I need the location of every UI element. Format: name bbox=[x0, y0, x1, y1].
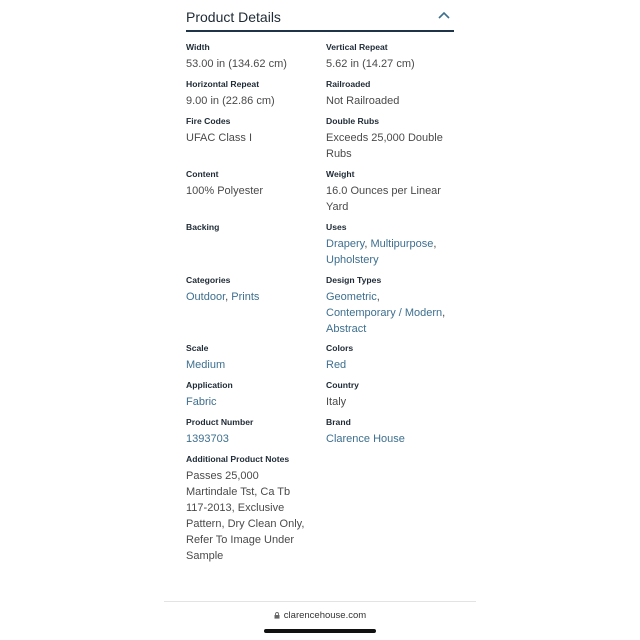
field-label: Colors bbox=[326, 343, 354, 353]
field-content bbox=[186, 168, 263, 199]
link-multipurpose[interactable]: Multipurpose bbox=[370, 238, 434, 250]
field-label: Content bbox=[186, 169, 219, 179]
field-value: Geometric, Contemporary / Modern, Abstract bbox=[326, 291, 446, 335]
url-bar[interactable] bbox=[164, 610, 476, 621]
page-title: Product Details bbox=[186, 9, 281, 25]
link-fabric[interactable]: Fabric bbox=[186, 396, 217, 408]
field-value: Outdoor, Prints bbox=[186, 291, 260, 303]
field-value bbox=[326, 130, 443, 162]
field-label: Country bbox=[326, 380, 359, 390]
field-label: Brand bbox=[326, 417, 351, 427]
field-scale bbox=[186, 342, 225, 373]
field-application bbox=[186, 379, 233, 410]
field-additional-notes bbox=[186, 453, 304, 564]
note-line: Pattern, Dry Clean Only, bbox=[186, 518, 305, 530]
value-line: Rubs bbox=[326, 148, 352, 160]
field-label: Uses bbox=[326, 222, 347, 232]
link-prints[interactable]: Prints bbox=[231, 291, 260, 303]
link-clarence-house[interactable]: Clarence House bbox=[326, 433, 405, 445]
field-colors bbox=[326, 342, 353, 373]
chevron-up-icon[interactable] bbox=[438, 11, 450, 19]
field-value: Drapery, Multipurpose, Upholstery bbox=[326, 238, 437, 266]
field-value bbox=[326, 357, 353, 373]
field-product-number bbox=[186, 416, 253, 447]
field-value bbox=[186, 431, 253, 447]
field-double-rubs bbox=[326, 115, 443, 162]
field-value bbox=[326, 431, 405, 447]
field-value bbox=[186, 468, 304, 564]
value-line: Yard bbox=[326, 201, 349, 213]
field-label: Application bbox=[186, 380, 233, 390]
field-country bbox=[326, 379, 359, 410]
lock-icon bbox=[274, 612, 280, 619]
field-value: 53.00 in (134.62 cm) bbox=[186, 58, 287, 70]
field-value: UFAC Class I bbox=[186, 132, 253, 144]
note-line: 117-2013, Exclusive bbox=[186, 502, 285, 514]
field-value: 5.62 in (14.27 cm) bbox=[326, 58, 415, 70]
value-line: 16.0 Ounces per Linear bbox=[326, 185, 441, 197]
link-drapery[interactable]: Drapery bbox=[326, 238, 365, 250]
field-label: Categories bbox=[186, 275, 231, 285]
field-label: Railroaded bbox=[326, 79, 371, 89]
home-indicator[interactable] bbox=[264, 629, 376, 633]
link-geometric[interactable]: Geometric bbox=[326, 291, 377, 303]
note-line: Sample bbox=[186, 550, 224, 562]
field-value bbox=[326, 183, 441, 215]
value-line: Exceeds 25,000 Double bbox=[326, 132, 443, 144]
link-upholstery[interactable]: Upholstery bbox=[326, 254, 379, 266]
note-line: Martindale Tst, Ca Tb bbox=[186, 486, 291, 498]
field-uses bbox=[326, 221, 436, 268]
footer-divider bbox=[164, 601, 476, 602]
field-label: Scale bbox=[186, 343, 209, 353]
field-categories bbox=[186, 274, 259, 305]
link-outdoor[interactable]: Outdoor bbox=[186, 291, 226, 303]
field-design-types bbox=[326, 274, 445, 337]
field-brand bbox=[326, 416, 405, 447]
field-label: Backing bbox=[186, 222, 220, 232]
link-red[interactable]: Red bbox=[326, 359, 347, 371]
field-backing bbox=[186, 221, 219, 233]
field-value: 100% Polyester bbox=[186, 185, 264, 197]
product-details-header[interactable] bbox=[186, 0, 454, 32]
field-width bbox=[186, 41, 287, 72]
link-abstract[interactable]: Abstract bbox=[326, 323, 367, 335]
field-label: Double Rubs bbox=[326, 116, 379, 126]
link-medium[interactable]: Medium bbox=[186, 359, 226, 371]
field-vertical-repeat bbox=[326, 41, 415, 72]
field-label: Weight bbox=[326, 169, 355, 179]
field-value: Not Railroaded bbox=[326, 95, 400, 107]
note-line: Passes 25,000 bbox=[186, 470, 259, 482]
field-weight bbox=[326, 168, 441, 215]
link-product-number[interactable]: 1393703 bbox=[186, 433, 229, 445]
field-value: Italy bbox=[326, 396, 347, 408]
field-label: Horizontal Repeat bbox=[186, 79, 260, 89]
field-label: Product Number bbox=[186, 417, 254, 427]
note-line: Refer To Image Under bbox=[186, 534, 295, 546]
field-horizontal-repeat bbox=[186, 78, 275, 109]
field-value bbox=[186, 357, 225, 373]
field-fire-codes bbox=[186, 115, 252, 146]
field-label: Vertical Repeat bbox=[326, 42, 388, 52]
domain-label: clarencehouse.com bbox=[283, 610, 367, 621]
link-contemporary-modern[interactable]: Contemporary / Modern bbox=[326, 307, 443, 319]
field-railroaded bbox=[326, 78, 399, 109]
field-label: Additional Product Notes bbox=[186, 454, 290, 464]
field-label: Design Types bbox=[326, 275, 382, 285]
field-label: Fire Codes bbox=[186, 116, 231, 126]
field-value: 9.00 in (22.86 cm) bbox=[186, 95, 275, 107]
field-value bbox=[186, 394, 233, 410]
field-label: Width bbox=[186, 42, 210, 52]
